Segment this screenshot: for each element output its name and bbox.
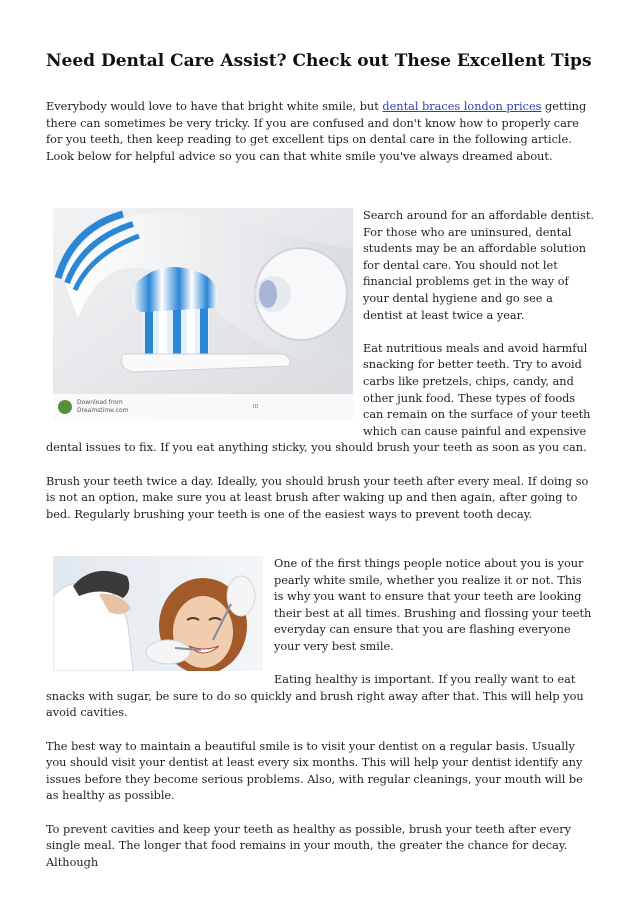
dentist-patient-image: [53, 556, 263, 671]
paragraph-eat-healthy: Eating healthy is important. If you really want to eat snacks with sugar, be sure to do so quickly and brush right away after that. This will help you avoid cavities.: [46, 673, 584, 720]
section-dentist: [46, 556, 594, 888]
paragraph-first-things: One of the first things people notice about you is your pearly white smile, whether you realize it or not. This is why you want to ensure that your teeth are looking their best at all times. Brushing and flossing your teeth everyday can ensure that you are flashing everyone your very best smile.: [274, 557, 592, 653]
intro-text-end: getting there can sometimes be very tricky. If you are confused and don't know how to properly care for you teeth, then keep reading to get excellent tips on dental care in the following article. Look below for helpful advice so you can that white smile you've always dreamed about.: [46, 100, 587, 163]
watermark-line2: Dreamstime.com: [77, 407, 129, 414]
paragraph-prevent-cavities: To prevent cavities and keep your teeth as healthy as possible, brush your teeth after every single meal. The longer that food remains in your mouth, the greater the chance for decay. Although: [46, 822, 572, 869]
dental-braces-link[interactable]: dental braces london prices: [382, 100, 542, 113]
paragraph-affordable-dentist: Search around for an affordable dentist. For those who are uninsured, dental students may be an affordable solution for dental care. You should not let financial problems get in the way of your dental hygiene and go see a dentist at least twice a year.: [363, 209, 594, 322]
page-title: Need Dental Care Assist? Check out These Excellent Tips: [46, 51, 592, 71]
section-toothbrush: [46, 208, 594, 540]
paragraph-visit-dentist: The best way to maintain a beautiful smile is to visit your dentist on a regular basis. Usually you should visit your dentist at least every six months. This will help your dentist identify any issues before they become serious problems. Also, with regular cleanings, your mouth will be as healthy as possible.: [46, 739, 583, 803]
paragraph-brush-twice: Brush your teeth twice a day. Ideally, you should brush your teeth after every meal. If doing so is not an option, make sure you at least brush after waking up and then again, after going to bed. Regularly brushing your teeth is one of the easiest ways to prevent tooth decay.: [46, 474, 589, 521]
paragraph-nutrition: Eat nutritious meals and avoid harmful snacking for better teeth. Try to avoid carbs like pretzels, chips, candy, and other junk food. These types of foods can remain on the surface of your teeth which can cause painful and expensive dental issues to fix. If you eat anything sticky, you should brush your teeth as soon as you can.: [46, 341, 591, 455]
intro-text-start: Everybody would love to have that bright white smile, but: [46, 100, 383, 113]
intro-paragraph: [46, 99, 594, 182]
watermark-id: ID: [253, 404, 259, 410]
watermark-line1: Download from: [77, 399, 123, 406]
toothbrush-image: [53, 208, 353, 420]
